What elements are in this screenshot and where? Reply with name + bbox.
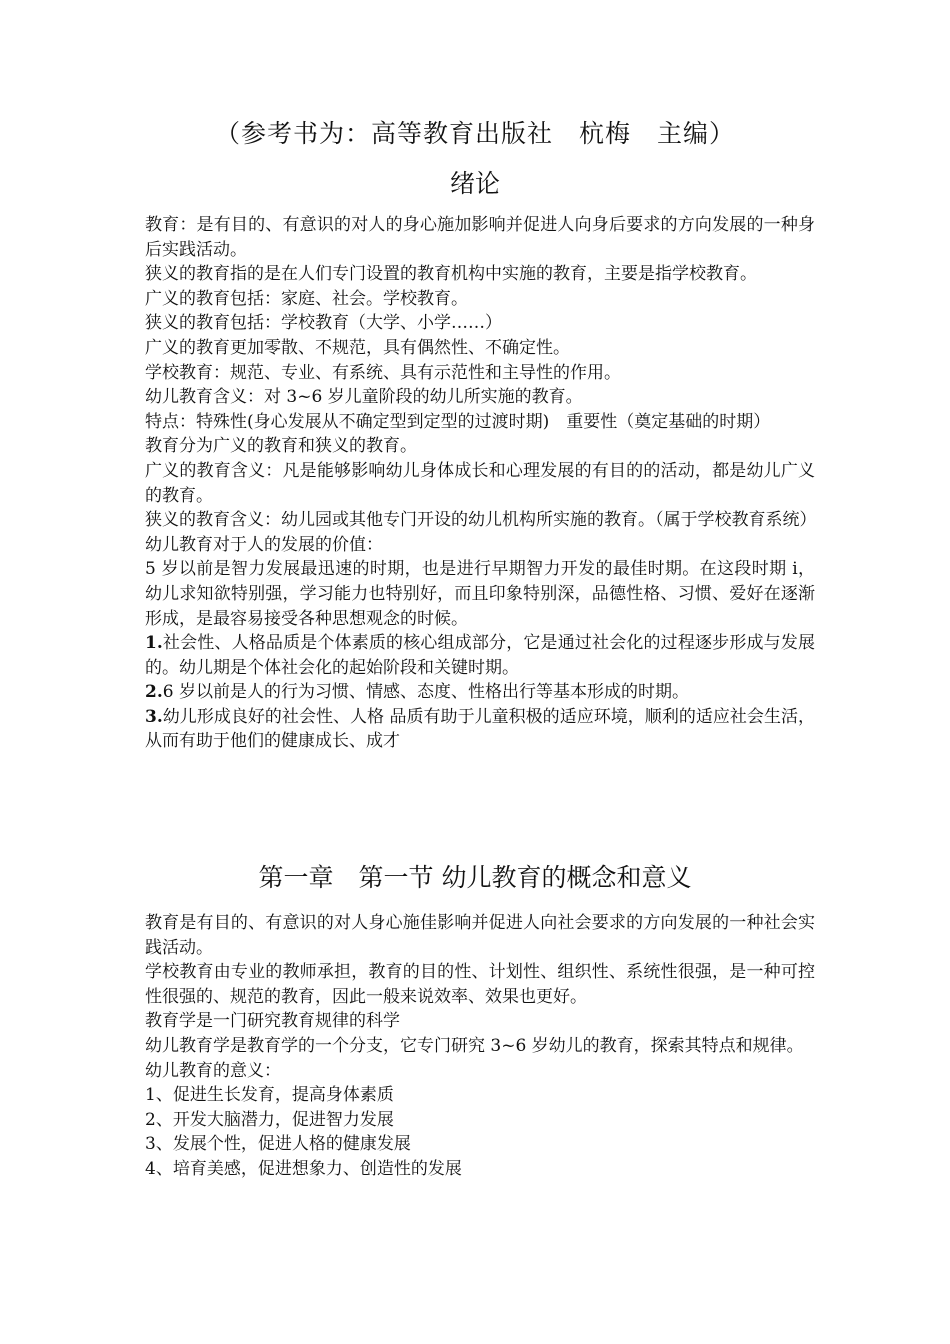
chapter-body [145,911,815,1182]
list-item: 1、促进生长发育，提高身体素质 [145,1085,394,1106]
list-item: 2、开发大脑潜力，促进智力发展 [145,1109,394,1130]
paragraph: 幼儿教育的意义： [145,1060,281,1081]
paragraph: 教育是有目的、有意识的对人身心施佳影响并促进人向社会要求的方向发展的一种社会实践活动。 [145,913,815,958]
list-item: 4、培育美感，促进想象力、创造性的发展 [145,1158,462,1179]
paragraph: 5 岁以前是智力发展最迅速的时期，也是进行早期智力开发的最佳时期。在这段时期 i，幼儿求知欲特别强，学习能力也特别好，而且印象特别深，品德性格、习惯、爱好在逐渐形成，是最容易接受各种思想观念的时候。 [145,559,815,629]
numbered-paragraph: 1.社会性、人格品质是个体素质的核心组成部分，它是通过社会化的过程逐步形成与发展的。幼儿期是个体社会化的起始阶段和关键时期。 [145,633,815,678]
paragraph: 教育：是有目的、有意识的对人的身心施加影响并促进人向身后要求的方向发展的一种身后实践活动。 [145,215,815,260]
paragraph: 教育分为广义的教育和狭义的教育。 [145,436,417,457]
numbered-paragraph: 3.幼儿形成良好的社会性、人格 品质有助于儿童积极的适应环境，顺利的适应社会生活，从而有助于他们的健康成长、成才 [145,706,815,752]
paragraph: 教育学是一门研究教育规律的科学 [145,1011,400,1032]
paragraph: 特点：特殊性(身心发展从不确定型到定型的过渡时期) 重要性（奠定基础的时期） [145,411,771,432]
paragraph: 广义的教育更加零散、不规范，具有偶然性、不确定性。 [145,337,570,358]
paragraph: 幼儿教育含义：对 3~6 岁儿童阶段的幼儿所实施的教育。 [145,387,583,408]
paragraph: 广义的教育含义：凡是能够影响幼儿身体成长和心理发展的有目的的活动，都是幼儿广义的教育。 [145,460,815,506]
paragraph: 幼儿教育学是教育学的一个分支，它专门研究 3~6 岁幼儿的教育，探索其特点和规律。 [145,1035,804,1056]
paragraph: 广义的教育包括：家庭、社会。学校教育。 [145,288,468,309]
paragraph: 学校教育由专业的教师承担，教育的目的性、计划性、组织性、系统性很强，是一种可控性很强的、规范的教育，因此一般来说效率、效果也更好。 [145,962,815,1007]
paragraph: 狭义的教育指的是在人们专门设置的教育机构中实施的教育，主要是指学校教育。 [145,264,757,285]
paragraph: 狭义的教育含义：幼儿园或其他专门开设的幼儿机构所实施的教育。（属于学校教育系统） [145,510,817,531]
introduction-title: 绪论 [449,169,500,198]
paragraph: 幼儿教育对于人的发展的价值： [145,534,383,555]
reference-book-note: （参考书为：高等教育出版社 杭梅 主编） [214,119,735,148]
introduction-body [145,213,815,754]
paragraph: 学校教育：规范、专业、有系统、具有示范性和主导性的作用。 [145,362,621,383]
list-item: 3、发展个性，促进人格的健康发展 [145,1134,411,1155]
chapter-title: 第一章 第一节 幼儿教育的概念和意义 [258,863,692,892]
paragraph: 狭义的教育包括：学校教育（大学、小学……） [145,313,502,334]
numbered-paragraph: 2.6 岁以前是人的行为习惯、情感、态度、性格出行等基本形成的时期。 [145,682,689,703]
